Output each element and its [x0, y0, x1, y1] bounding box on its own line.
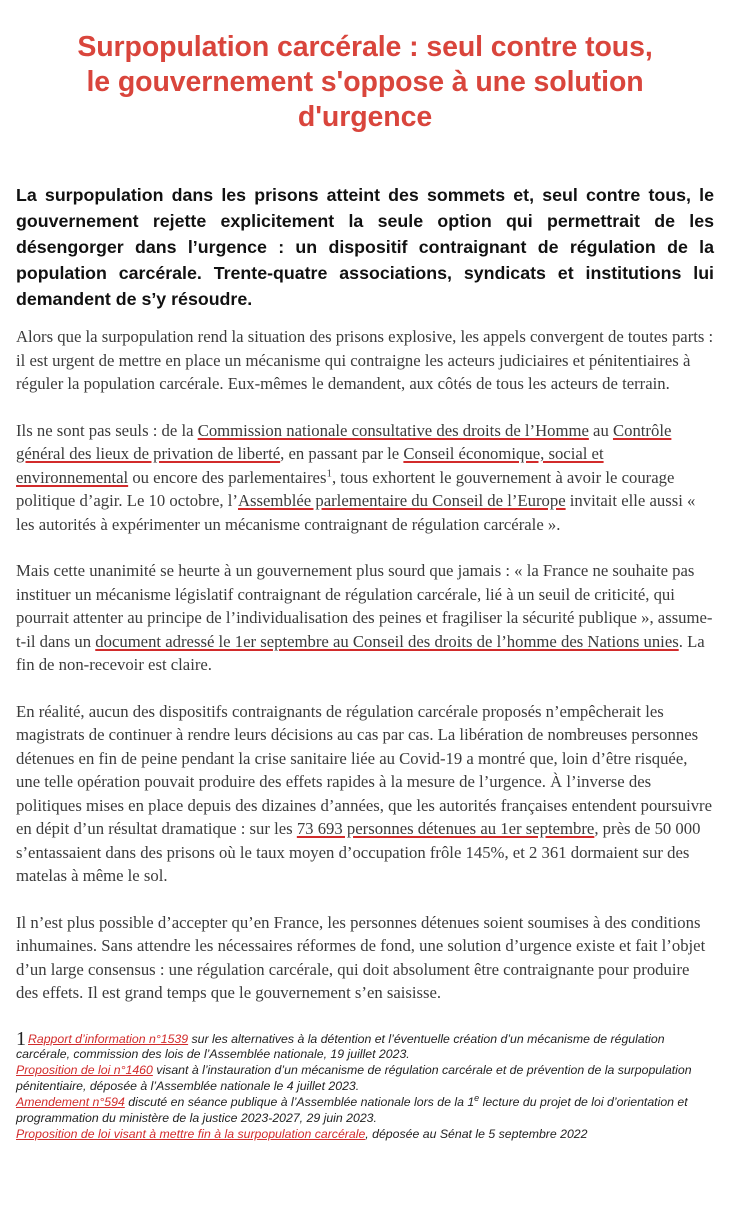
footnote-text: , déposée au Sénat le 5 septembre 2022	[365, 1126, 588, 1141]
footnote-1	[16, 1027, 714, 1063]
lead-paragraph: La surpopulation dans les prisons atteint des sommets et, seul contre tous, le gouvernement rejette explicitement la seule option qui permettrait de les désengorger dans l’urgence : un dispositif contraignant de régulation de la population carcérale. Trente-quatre associations, syndicats et institutions lui demandent de s’y résoudre.	[16, 185, 714, 309]
footnote-link-senat[interactable]: Proposition de loi visant à mettre fin à la surpopulation carcérale	[16, 1126, 366, 1141]
footnote-ref[interactable]: 1	[326, 466, 332, 479]
footnotes	[16, 1027, 714, 1143]
footnote-2	[16, 1063, 714, 1094]
text: , tous exhortent le gouvernement à avoir le courage politique d’agir. Le 10 octobre, l’	[16, 467, 675, 510]
text: , près de 50 000 s’entassaient dans des prisons où le taux moyen d’occupation frôle 145%, et 2 361 dormaient sur des matelas à même le sol.	[16, 819, 701, 885]
footnote-text: sur les alternatives à la détention et l’éventuelle création d’un mécanisme de régulation carcérale, commission des lois de l’Assemblée nationale, 19 juillet 2023.	[16, 1031, 665, 1061]
text: ou encore des parlementaires	[128, 467, 327, 487]
footnote-text: visant à l’instauration d’un mécanisme de régulation carcérale et de prévention de la surpopulation pénitentiaire, déposée à l’Assemblée nationale le 4 juillet 2023.	[16, 1063, 692, 1093]
page-title	[16, 30, 714, 135]
text: En réalité, aucun des dispositifs contraignants de régulation carcérale proposés n’empêcherait les magistrats de continuer à rendre leurs décisions au cas par cas. La libération de nombreuses personnes détenues en fin de peine pendant la crise sanitaire liée au Covid-19 a montré que, loin d’être risquée, une telle opération pouvait produire des effets rapides à la mesure de l’urgence. À l’inverse des politiques mises en place depuis des dizaines d’années, que les autorités françaises entendent poursuivre en dépit d’un résultat dramatique : sur les	[16, 701, 713, 838]
footnote-text: discuté en séance publique à l’Assemblée nationale lors de la 1	[124, 1095, 475, 1110]
paragraph-5: Il n’est plus possible d’accepter qu’en France, les personnes détenues soient soumises à des conditions inhumaines. Sans attendre les nécessaires réformes de fond, une solution d’urgence existe et fait l’objet d’un large consensus : une régulation carcérale, qui doit absolument être contraignante pour produire des effets. Il est grand temps que le gouvernement s’en saisisse.	[16, 912, 706, 1002]
link-document-onu[interactable]: document adressé le 1er septembre au Conseil des droits de l’homme des Nations unies	[95, 631, 679, 651]
paragraph-4	[16, 700, 714, 888]
paragraph-1: Alors que la surpopulation rend la situation des prisons explosive, les appels convergent de toutes parts : il est urgent de mettre en place un mécanisme qui contraigne les acteurs judiciaires et pénitentiaires à réguler la population carcérale. Eux-mêmes le demandent, aux côtés de tous les acteurs de terrain.	[16, 327, 714, 393]
text: Mais cette unanimité se heurte à un gouvernement plus sourd que jamais : « la France ne souhaite pas instituer un mécanisme législatif contraignant de régulation carcérale, lié à un seuil de criticité, qui pourrait attenter au principe de l’individualisation des peines et fragiliser la sécurité publique », assume-t-il dans un	[16, 561, 713, 651]
link-cncdh[interactable]: Commission nationale consultative des droits de l’Homme	[197, 420, 589, 440]
document-page	[0, 30, 738, 1230]
paragraph-2	[16, 419, 714, 537]
footnote-text: lecture du projet de loi d’orientation et programmation du ministère de la justice 2023-2027, 29 juin 2023.	[16, 1095, 688, 1125]
link-cglpl[interactable]: Contrôle général des lieux de privation de liberté	[16, 420, 672, 463]
link-cese[interactable]: Conseil économique, social et environnemental	[16, 444, 604, 487]
link-apce[interactable]: Assemblée parlementaire du Conseil de l’Europe	[237, 491, 566, 510]
title-line-3: d'urgence	[297, 101, 433, 133]
footnote-link-rapport[interactable]: Rapport d’information n°1539	[28, 1031, 189, 1046]
title-line-2: le gouvernement s'oppose à une solution	[86, 66, 644, 98]
text: . La fin de non-recevoir est claire.	[16, 631, 705, 674]
paragraph-3	[16, 559, 714, 677]
footnote-link-proposition[interactable]: Proposition de loi n°1460	[16, 1063, 153, 1078]
title-line-1: Surpopulation carcérale : seul contre tous,	[77, 31, 653, 63]
text: Ils ne sont pas seuls : de la	[16, 420, 198, 440]
footnote-number: 1	[16, 1027, 26, 1050]
footnote-link-amendement[interactable]: Amendement n°594	[16, 1095, 125, 1110]
footnote-sup: e	[474, 1093, 480, 1104]
text: au	[588, 420, 613, 440]
footnote-4	[16, 1127, 714, 1142]
footnote-3	[16, 1095, 714, 1126]
text: , en passant par le	[280, 444, 404, 463]
link-statistiques[interactable]: 73 693 personnes détenues au 1er septembre	[296, 819, 595, 838]
text: invitait elle aussi « les autorités à expérimenter un mécanisme contraignant de régulation carcérale ».	[16, 491, 696, 534]
